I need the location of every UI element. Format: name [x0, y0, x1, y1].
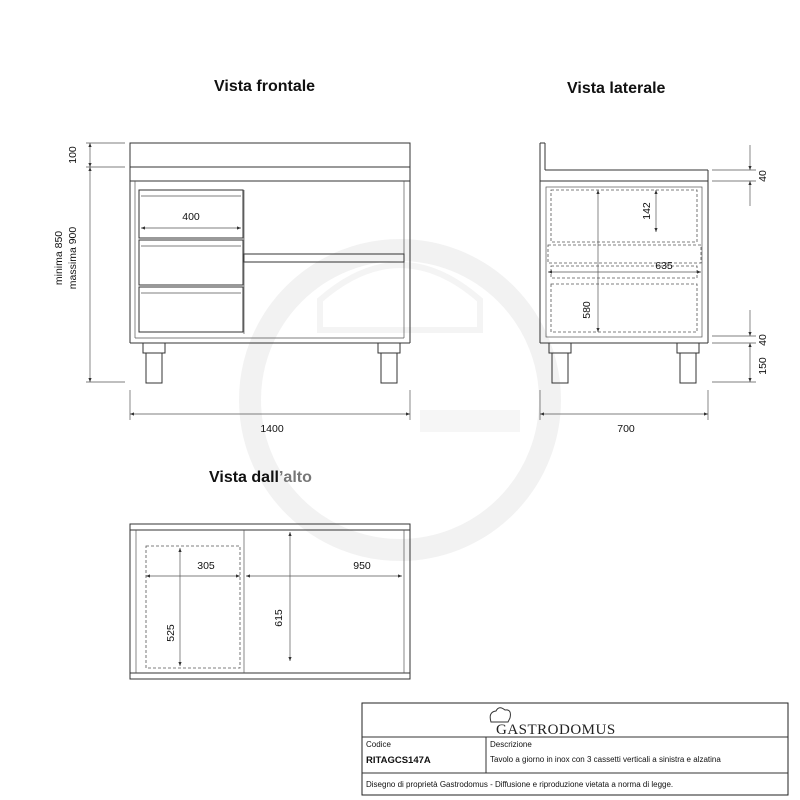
- top-open-width-label: 950: [353, 560, 371, 572]
- front-foot-right: [381, 353, 397, 383]
- side-frame-inner: [546, 187, 702, 337]
- side-width-label: 700: [617, 423, 635, 435]
- top-drawer-width-label: 305: [197, 560, 215, 572]
- front-width-label: 1400: [260, 423, 284, 435]
- side-drawer-outline-1: [551, 190, 697, 242]
- front-height-min-label: minima 850: [53, 230, 65, 286]
- side-view: [540, 143, 769, 435]
- side-drawer-height-label: 142: [641, 202, 653, 220]
- front-top-height-label: 100: [67, 146, 79, 164]
- front-view: [53, 143, 410, 435]
- front-top: [130, 167, 410, 181]
- front-height-max-label: massima 900: [67, 226, 79, 290]
- side-foot-right-top: [677, 343, 699, 353]
- footer-notice: Disegno di proprietà Gastrodomus - Diffusione e riproduzione vietata a norma di legge.: [366, 780, 674, 789]
- side-shelf-outline: [548, 245, 701, 263]
- front-drawer-2: [139, 240, 243, 285]
- top-drawer-outline: [146, 546, 240, 668]
- top-view-title-main: Vista dall: [209, 469, 279, 486]
- side-top-height-label: 40: [757, 170, 769, 182]
- front-foot-right-top: [378, 343, 400, 353]
- code-label: Codice: [366, 740, 391, 749]
- top-open-depth-label: 615: [273, 609, 285, 627]
- side-foot-height-label: 150: [757, 357, 769, 375]
- side-depth-label: 635: [655, 260, 673, 272]
- code-value: RITAGCS147A: [366, 755, 431, 766]
- side-shelf-height-label: 40: [757, 334, 769, 346]
- side-foot-right: [680, 353, 696, 383]
- brand-name: [496, 722, 616, 738]
- front-foot-left-top: [143, 343, 165, 353]
- side-drawer-outline-3: [551, 284, 697, 332]
- title-block: [362, 703, 788, 795]
- side-inner-height-label: 580: [581, 301, 593, 319]
- top-drawer-depth-label: 525: [165, 624, 177, 642]
- side-view-title: Vista laterale: [567, 80, 666, 97]
- top-view-title: [209, 469, 312, 486]
- front-drawer-3: [139, 287, 243, 332]
- description-label: Descrizione: [490, 740, 532, 749]
- brand-initial: G: [496, 722, 508, 738]
- watermark-logo: [250, 250, 550, 550]
- front-backsplash: [130, 143, 410, 167]
- front-view-title: Vista frontale: [214, 78, 316, 95]
- front-drawer-width-label: 400: [182, 211, 200, 223]
- brand-rest: ASTRODOMUS: [507, 722, 616, 738]
- description-value: Tavolo a giorno in inox con 3 cassetti verticali a sinistra e alzatina: [490, 755, 721, 764]
- top-view-title-accent: ’alto: [278, 469, 312, 486]
- front-foot-left: [146, 353, 162, 383]
